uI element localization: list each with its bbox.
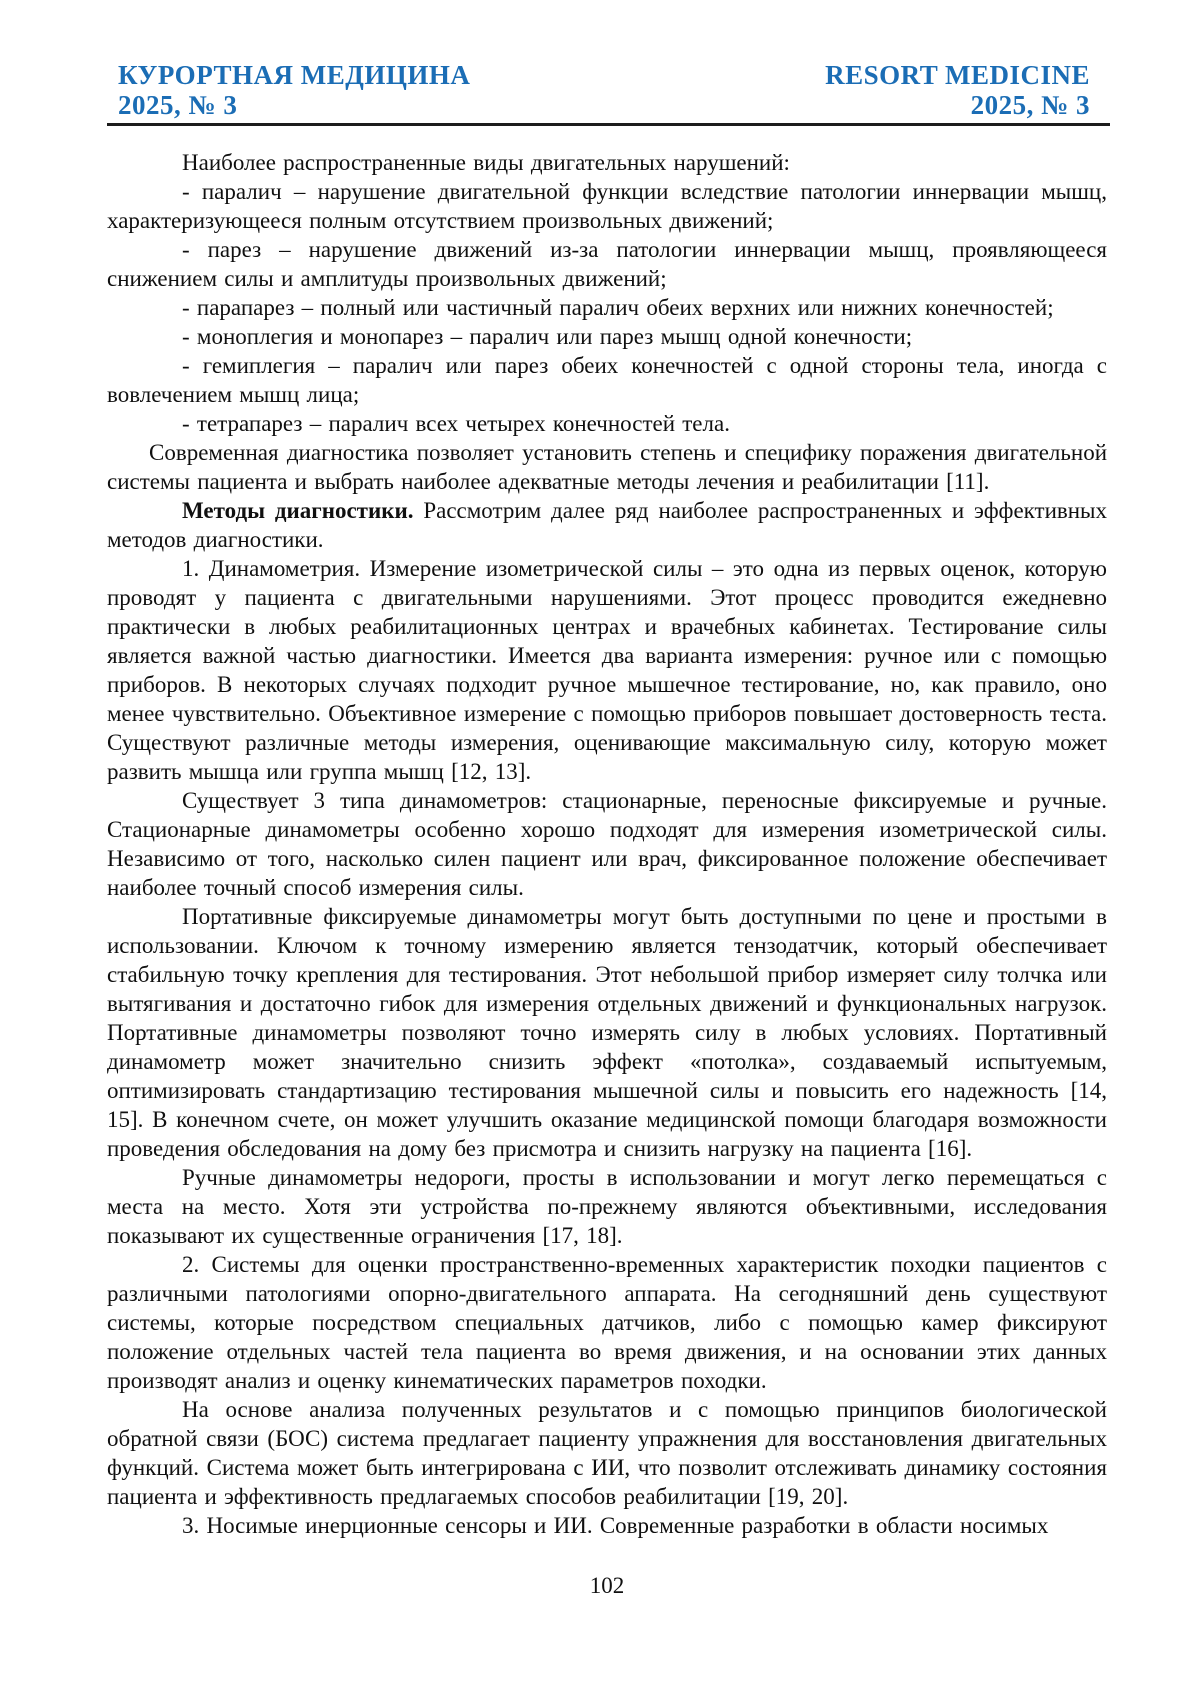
paragraph <box>107 409 1107 438</box>
running-head <box>118 60 1090 120</box>
paragraph <box>107 351 1107 409</box>
paragraph-text: На основе анализа полученных результатов и с помощью принципов биологической обратной связи (БОС) система предлагает пациенту упражнения для восстановления двигательных функций. Система может быть интегрирована с ИИ, что позволит отслеживать динамику состояния пациента и эффективность предлагаемых способов реабилитации [19, 20]. <box>107 1397 1107 1509</box>
paragraph-text: - паралич – нарушение двигательной функции вследствие патологии иннервации мышц, характеризующееся полным отсутствием произвольных движений; <box>107 179 1107 233</box>
paragraph <box>107 496 1107 554</box>
paragraph-text: 1. Динамометрия. Измерение изометрической силы – это одна из первых оценок, которую проводят у пациента с двигательными нарушениями. Этот процесс проводится ежедневно практически в любых реабилитационных центрах и врачебных кабинетах. Тестирование силы является важной частью диагностики. Имеется два варианта измерения: ручное или с помощью приборов. В некоторых случаях подходит ручное мышечное тестирование, но, как правило, оно менее чувствительно. Объективное измерение с помощью приборов повышает достоверность теста. Существуют различные методы измерения, оценивающие максимальную силу, которую может развить мышца или группа мышц [12, 13]. <box>107 556 1107 784</box>
paragraph-text: Наиболее распространенные виды двигательных нарушений: <box>182 150 790 175</box>
paragraph <box>107 1511 1107 1540</box>
paragraph-text: 2. Системы для оценки пространственно-временных характеристик походки пациентов с различными патологиями опорно-двигательного аппарата. На сегодняшний день существуют системы, которые посредством специальных датчиков, либо с помощью камер фиксируют положение отдельных частей тела пациента во время движения, и на основании этих данных производят анализ и оценку кинематических параметров походки. <box>107 1252 1107 1393</box>
paragraph <box>107 293 1107 322</box>
running-head-left <box>118 60 470 120</box>
paragraph <box>107 902 1107 1163</box>
paragraph <box>107 148 1107 177</box>
paragraph <box>107 438 1107 496</box>
paragraph <box>107 1250 1107 1395</box>
paragraph-text: - парез – нарушение движений из-за патологии иннервации мышц, проявляющееся снижением силы и амплитуды произвольных движений; <box>107 237 1107 291</box>
header-divider-rule <box>107 123 1110 126</box>
paragraph-bold-lead: Методы диагностики. <box>182 498 424 523</box>
paragraph <box>107 177 1107 235</box>
paragraph-text: - парапарез – полный или частичный паралич обеих верхних или нижних конечностей; <box>182 295 1054 320</box>
paragraph-text: Современная диагностика позволяет установить степень и специфику поражения двигательной системы пациента и выбрать наиболее адекватные методы лечения и реабилитации [11]. <box>107 440 1107 494</box>
article-body <box>107 148 1107 1540</box>
journal-issue-ru: 2025, № 3 <box>118 90 238 120</box>
paragraph <box>107 1163 1107 1250</box>
journal-issue-en: 2025, № 3 <box>970 90 1090 120</box>
paragraph-text: - моноплегия и монопарез – паралич или парез мышц одной конечности; <box>182 324 913 349</box>
journal-title-ru: КУРОРТНАЯ МЕДИЦИНА <box>118 60 471 90</box>
journal-title-en: RESORT MEDICINE <box>825 60 1090 90</box>
paragraph <box>107 1395 1107 1511</box>
paragraph-text: - тетрапарез – паралич всех четырех конечностей тела. <box>182 411 730 436</box>
paragraph-text: 3. Носимые инерционные сенсоры и ИИ. Современные разработки в области носимых <box>182 1513 1049 1538</box>
paragraph-text: Портативные фиксируемые динамометры могут быть доступными по цене и простыми в использовании. Ключом к точному измерению является тензодатчик, который обеспечивает стабильную точку крепления для тестирования. Этот небольшой прибор измеряет силу толчка или вытягивания и достаточно гибок для измерения отдельных движений и функциональных нагрузок. Портативные динамометры позволяют точно измерять силу в любых условиях. Портативный динамометр может значительно снизить эффект «потолка», создаваемый испытуемым, оптимизировать стандартизацию тестирования мышечной силы и повысить его надежность [14, 15]. В конечном счете, он может улучшить оказание медицинской помощи благодаря возможности проведения обследования на дому без присмотра и снизить нагрузку на пациента [16]. <box>107 904 1107 1161</box>
paragraph <box>107 786 1107 902</box>
paragraph-text: Существует 3 типа динамометров: стационарные, переносные фиксируемые и ручные. Стационарные динамометры особенно хорошо подходят для измерения изометрической силы. Независимо от того, насколько силен пациент или врач, фиксированное положение обеспечивает наиболее точный способ измерения силы. <box>107 788 1107 900</box>
running-head-right <box>825 60 1090 120</box>
paragraph <box>107 554 1107 786</box>
paragraph-text: Рассмотрим далее ряд наиболее распространенных и эффективных методов диагностики. <box>107 498 1107 552</box>
page-number: 102 <box>589 1573 625 1598</box>
paragraph <box>107 235 1107 293</box>
paragraph-text: - гемиплегия – паралич или парез обеих конечностей с одной стороны тела, иногда с вовлечением мышц лица; <box>107 353 1107 407</box>
paragraph <box>107 322 1107 351</box>
paragraph-text: Ручные динамометры недороги, просты в использовании и могут легко перемещаться с места на место. Хотя эти устройства по-прежнему являются объективными, исследования показывают их существенные ограничения [17, 18]. <box>107 1165 1107 1248</box>
